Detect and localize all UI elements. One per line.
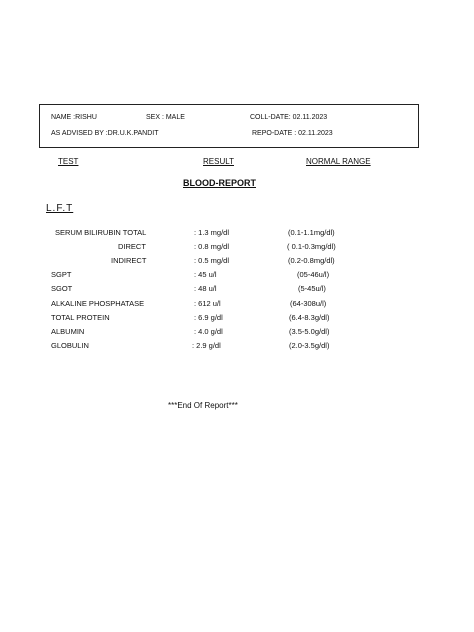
test-normal-range: (05-46u/l) xyxy=(297,270,330,279)
column-header-normal-range: NORMAL RANGE xyxy=(306,157,371,166)
test-normal-range: (2.0-3.5g/dl) xyxy=(289,341,330,350)
test-normal-range: (64-308u/l) xyxy=(290,299,327,308)
report-title: BLOOD-REPORT xyxy=(183,178,256,188)
test-normal-range: (3.5-5.0g/dl) xyxy=(289,327,330,336)
test-result: : 4.0 g/dl xyxy=(194,327,223,336)
test-name: SGPT xyxy=(51,270,72,279)
patient-sex: SEX : MALE xyxy=(146,114,185,121)
collection-date: COLL-DATE: 02.11.2023 xyxy=(250,114,328,121)
advised-by: AS ADVISED BY :DR.U.K.PANDIT xyxy=(51,130,159,137)
test-result: : 0.8 mg/dl xyxy=(194,242,230,251)
test-result: : 1.3 mg/dl xyxy=(194,228,230,237)
test-name: SERUM BILIRUBIN TOTAL xyxy=(55,228,147,237)
patient-info-box xyxy=(39,104,419,148)
column-header-test: TEST xyxy=(58,157,79,166)
section-title: L.F.T xyxy=(46,203,74,214)
test-normal-range: (5-45u/l) xyxy=(298,284,326,293)
test-normal-range: (0.2-0.8mg/dl) xyxy=(288,256,335,265)
test-name: SGOT xyxy=(51,284,73,293)
test-result: : 45 u/l xyxy=(194,270,217,279)
test-result: : 2.9 g/dl xyxy=(192,341,221,350)
test-normal-range: (6.4-8.3g/dl) xyxy=(289,313,330,322)
test-result: : 612 u/l xyxy=(194,299,221,308)
test-normal-range: (0.1-1.1mg/dl) xyxy=(288,228,335,237)
test-name: ALBUMIN xyxy=(51,327,85,336)
end-of-report: ***End Of Report*** xyxy=(168,401,238,410)
column-header-result: RESULT xyxy=(203,157,234,166)
test-name: GLOBULIN xyxy=(51,341,89,350)
test-result: : 6.9 g/dl xyxy=(194,313,223,322)
test-name: ALKALINE PHOSPHATASE xyxy=(51,299,145,308)
patient-name: NAME :RISHU xyxy=(51,114,97,121)
test-name: INDIRECT xyxy=(111,256,147,265)
test-result: : 0.5 mg/dl xyxy=(194,256,230,265)
test-normal-range: ( 0.1-0.3mg/dl) xyxy=(287,242,336,251)
test-result: : 48 u/l xyxy=(194,284,217,293)
report-date: REPO-DATE : 02.11.2023 xyxy=(252,130,333,137)
test-name: DIRECT xyxy=(118,242,146,251)
test-name: TOTAL PROTEIN xyxy=(51,313,110,322)
